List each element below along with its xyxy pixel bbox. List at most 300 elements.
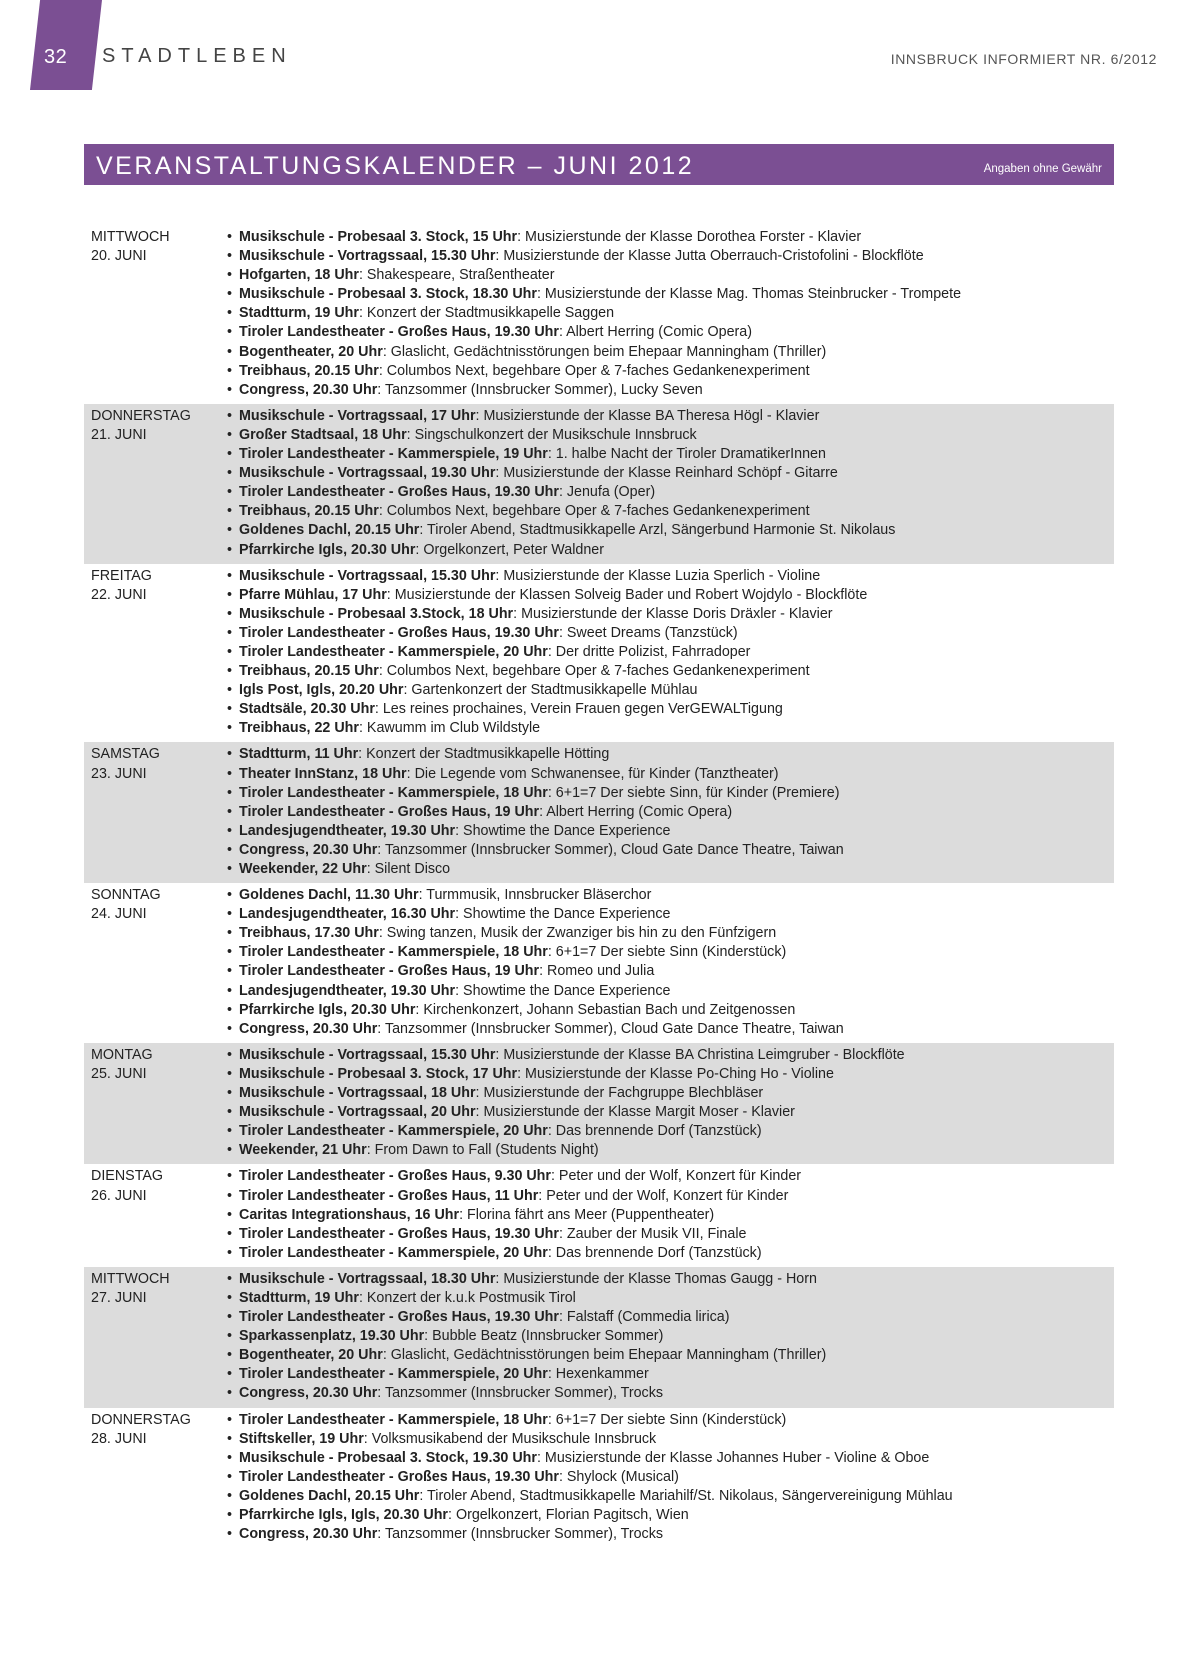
event-description: : Bubble Beatz (Innsbrucker Sommer) xyxy=(424,1328,664,1345)
event-item xyxy=(227,1244,1114,1263)
event-description: : Tanzsommer (Innsbrucker Sommer), Cloud Gate Dance Theatre, Taiwan xyxy=(377,841,844,858)
event-venue-time: Sparkassenplatz, 19.30 Uhr xyxy=(239,1328,425,1345)
bullet-icon: • xyxy=(227,229,233,245)
event-venue-time: Pfarrkirche Igls, 20.30 Uhr xyxy=(239,1001,416,1018)
event-description: : Kawumm im Club Wildstyle xyxy=(358,720,541,737)
bullet-icon: • xyxy=(227,1507,233,1523)
event-item xyxy=(227,886,1114,905)
event-item xyxy=(227,1084,1114,1103)
event-venue-time: Musikschule - Vortragssaal, 15.30 Uhr xyxy=(239,248,496,265)
bullet-icon: • xyxy=(227,484,233,501)
event-item xyxy=(227,483,1114,502)
event-description: : Turmmusik, Innsbrucker Bläserchor xyxy=(418,887,652,904)
event-venue-time: Pfarrkirche Igls, Igls, 20.30 Uhr xyxy=(239,1507,448,1523)
event-description: : Musizierstunde der Klasse Mag. Thomas Steinbrucker - Trompete xyxy=(536,286,962,303)
bullet-icon: • xyxy=(227,267,233,284)
event-venue-time: Tiroler Landestheater - Kammerspiele, 20 Uhr xyxy=(239,643,548,660)
event-description: : Peter und der Wolf, Konzert für Kinder xyxy=(550,1168,802,1185)
bullet-icon: • xyxy=(227,682,233,699)
event-venue-time: Igls Post, Igls, 20.20 Uhr xyxy=(239,682,404,699)
event-venue-time: Congress, 20.30 Uhr xyxy=(239,1020,378,1037)
event-list xyxy=(227,567,1114,739)
event-venue-time: Stadtturm, 11 Uhr xyxy=(239,746,359,763)
bullet-icon: • xyxy=(227,381,233,398)
bullet-icon: • xyxy=(227,446,233,463)
bullet-icon: • xyxy=(227,586,233,603)
bullet-icon: • xyxy=(227,286,233,303)
bullet-icon: • xyxy=(227,963,233,980)
event-venue-time: Weekender, 21 Uhr xyxy=(239,1142,367,1159)
event-venue-time: Musikschule - Vortragssaal, 15.30 Uhr xyxy=(239,567,496,584)
event-venue-time: Musikschule - Vortragssaal, 18.30 Uhr xyxy=(239,1270,496,1287)
event-venue-time: Pfarre Mühlau, 17 Uhr xyxy=(239,586,387,603)
event-venue-time: Musikschule - Probesaal 3. Stock, 19.30 Uhr xyxy=(239,1449,537,1466)
bullet-icon: • xyxy=(227,1225,233,1242)
bullet-icon: • xyxy=(227,1385,233,1402)
event-description: : Musizierstunde der Klassen Solveig Bader und Robert Wojdylo - Blockflöte xyxy=(386,586,868,603)
bullet-icon: • xyxy=(227,567,233,584)
event-venue-time: Tiroler Landestheater - Großes Haus, 19.30 Uhr xyxy=(239,1309,559,1326)
event-item xyxy=(227,841,1114,860)
event-item xyxy=(227,1308,1114,1327)
bullet-icon: • xyxy=(227,343,233,360)
bullet-icon: • xyxy=(227,248,233,265)
event-item xyxy=(227,381,1114,400)
event-venue-time: Hofgarten, 18 Uhr xyxy=(239,267,359,284)
event-description: : Jenufa (Oper) xyxy=(558,484,656,501)
event-venue-time: Tiroler Landestheater - Kammerspiele, 19 Uhr xyxy=(239,446,548,463)
bullet-icon: • xyxy=(227,1328,233,1345)
bullet-icon: • xyxy=(227,1065,233,1082)
bullet-icon: • xyxy=(227,701,233,718)
event-item xyxy=(227,822,1114,841)
event-venue-time: Stadtturm, 19 Uhr xyxy=(239,1289,359,1306)
event-venue-time: Musikschule - Probesaal 3.Stock, 18 Uhr xyxy=(239,605,514,622)
event-venue-time: Landesjugendtheater, 19.30 Uhr xyxy=(239,982,456,999)
day-date: 22. JUNI xyxy=(91,586,147,603)
bullet-icon: • xyxy=(227,765,233,782)
bullet-icon: • xyxy=(227,906,233,923)
event-venue-time: Tiroler Landestheater - Kammerspiele, 18 Uhr xyxy=(239,944,548,961)
event-item xyxy=(227,464,1114,483)
event-item xyxy=(227,1468,1114,1487)
event-item xyxy=(227,662,1114,681)
event-description: : Tanzsommer (Innsbrucker Sommer), Cloud Gate Dance Theatre, Taiwan xyxy=(377,1020,844,1037)
event-description: : Das brennende Dorf (Tanzstück) xyxy=(547,1123,762,1140)
bullet-icon: • xyxy=(227,1104,233,1121)
event-item xyxy=(227,1046,1114,1065)
event-list xyxy=(227,1411,1114,1545)
day-label xyxy=(84,567,227,739)
event-description: : Peter und der Wolf, Konzert für Kinder xyxy=(538,1187,789,1204)
bullet-icon: • xyxy=(227,1001,233,1018)
bullet-icon: • xyxy=(227,1085,233,1102)
event-item xyxy=(227,521,1114,540)
event-description: : Musizierstunde der Klasse Thomas Gaugg - Horn xyxy=(495,1270,817,1287)
event-venue-time: Landesjugendtheater, 19.30 Uhr xyxy=(239,822,456,839)
event-venue-time: Bogentheater, 20 Uhr xyxy=(239,343,383,360)
event-description: : Musizierstunde der Klasse BA Theresa Högl - Klavier xyxy=(475,407,820,424)
day-block xyxy=(84,564,1114,743)
event-item xyxy=(227,567,1114,586)
event-description: : Tiroler Abend, Stadtmusikkapelle Arzl, Sängerbund Harmonie St. Nikolaus xyxy=(419,522,896,539)
bullet-icon: • xyxy=(227,324,233,341)
event-description: : Musizierstunde der Klasse Luzia Sperlich - Violine xyxy=(495,567,821,584)
event-description: : Musizierstunde der Klasse Doris Dräxler - Klavier xyxy=(513,605,833,622)
event-list xyxy=(227,745,1114,879)
day-block xyxy=(84,742,1114,883)
event-item xyxy=(227,1449,1114,1468)
event-list xyxy=(227,886,1114,1039)
event-description: : Zauber der Musik VII, Finale xyxy=(558,1225,747,1242)
event-item xyxy=(227,643,1114,662)
event-venue-time: Musikschule - Vortragssaal, 19.30 Uhr xyxy=(239,465,496,482)
event-item xyxy=(227,982,1114,1001)
event-description: : 6+1=7 Der siebte Sinn (Kinderstück) xyxy=(547,1411,787,1428)
bullet-icon: • xyxy=(227,522,233,539)
day-date: 27. JUNI xyxy=(91,1289,147,1306)
event-venue-time: Stadtturm, 19 Uhr xyxy=(239,305,359,322)
event-item xyxy=(227,247,1114,266)
calendar-title: VERANSTALTUNGSKALENDER – JUNI 2012 xyxy=(96,152,695,180)
day-label xyxy=(84,1046,227,1161)
event-item xyxy=(227,681,1114,700)
event-description: : Das brennende Dorf (Tanzstück) xyxy=(547,1244,762,1261)
day-label xyxy=(84,407,227,560)
day-weekday: MITTWOCH xyxy=(91,1270,170,1287)
bullet-icon: • xyxy=(227,1347,233,1364)
bullet-icon: • xyxy=(227,541,233,558)
event-item xyxy=(227,1346,1114,1365)
event-list xyxy=(227,1270,1114,1404)
bullet-icon: • xyxy=(227,784,233,801)
bullet-icon: • xyxy=(227,1168,233,1185)
event-item xyxy=(227,445,1114,464)
event-description: : 6+1=7 Der siebte Sinn, für Kinder (Premiere) xyxy=(547,784,840,801)
event-item xyxy=(227,943,1114,962)
event-item xyxy=(227,541,1114,560)
event-item xyxy=(227,362,1114,381)
event-description: : Tanzsommer (Innsbrucker Sommer), Trocks xyxy=(377,1526,664,1543)
event-item xyxy=(227,1506,1114,1525)
event-description: : Romeo und Julia xyxy=(539,963,655,980)
event-description: : 1. halbe Nacht der Tiroler DramatikerInnen xyxy=(547,446,826,463)
event-venue-time: Congress, 20.30 Uhr xyxy=(239,1526,378,1543)
event-item xyxy=(227,803,1114,822)
event-venue-time: Musikschule - Vortragssaal, 20 Uhr xyxy=(239,1104,476,1121)
bullet-icon: • xyxy=(227,803,233,820)
event-venue-time: Stadtsäle, 20.30 Uhr xyxy=(239,701,375,718)
day-date: 24. JUNI xyxy=(91,906,147,923)
event-item xyxy=(227,1141,1114,1160)
event-venue-time: Tiroler Landestheater - Kammerspiele, 20 Uhr xyxy=(239,1366,548,1383)
event-venue-time: Treibhaus, 22 Uhr xyxy=(239,720,359,737)
event-item xyxy=(227,765,1114,784)
event-description: : Swing tanzen, Musik der Zwanziger bis hin zu den Fünfzigern xyxy=(378,925,777,942)
event-venue-time: Tiroler Landestheater - Kammerspiele, 20 Uhr xyxy=(239,1123,548,1140)
bullet-icon: • xyxy=(227,861,233,877)
bullet-icon: • xyxy=(227,1020,233,1037)
event-venue-time: Musikschule - Vortragssaal, 18 Uhr xyxy=(239,1085,476,1102)
event-description: : Musizierstunde der Klasse Margit Moser - Klavier xyxy=(475,1104,795,1121)
event-description: : Glaslicht, Gedächtnisstörungen beim Ehepaar Manningham (Thriller) xyxy=(382,343,827,360)
bullet-icon: • xyxy=(227,1487,233,1504)
event-item xyxy=(227,586,1114,605)
event-venue-time: Tiroler Landestheater - Großes Haus, 19.30 Uhr xyxy=(239,484,559,501)
event-description: : Musizierstunde der Fachgruppe Blechbläser xyxy=(475,1085,764,1102)
bullet-icon: • xyxy=(227,503,233,520)
bullet-icon: • xyxy=(227,887,233,904)
bullet-icon: • xyxy=(227,362,233,379)
event-item xyxy=(227,784,1114,803)
event-item xyxy=(227,426,1114,445)
event-description: : 6+1=7 Der siebte Sinn (Kinderstück) xyxy=(547,944,787,961)
event-description: : Showtime the Dance Experience xyxy=(455,906,671,923)
event-description: : Musizierstunde der Klasse Reinhard Schöpf - Gitarre xyxy=(495,465,838,482)
event-list xyxy=(227,228,1114,400)
event-venue-time: Treibhaus, 20.15 Uhr xyxy=(239,663,379,680)
bullet-icon: • xyxy=(227,624,233,641)
event-description: : Der dritte Polizist, Fahrradoper xyxy=(547,643,751,660)
event-venue-time: Landesjugendtheater, 16.30 Uhr xyxy=(239,906,456,923)
event-item xyxy=(227,1384,1114,1403)
event-description: : Silent Disco xyxy=(366,861,451,877)
event-item xyxy=(227,924,1114,943)
day-date: 23. JUNI xyxy=(91,765,147,782)
event-item xyxy=(227,1525,1114,1544)
page-number: 32 xyxy=(44,46,68,68)
bullet-icon: • xyxy=(227,426,233,443)
bullet-icon: • xyxy=(227,822,233,839)
event-description: : Konzert der Stadtmusikkapelle Saggen xyxy=(358,305,615,322)
event-item xyxy=(227,1289,1114,1308)
day-label xyxy=(84,1167,227,1262)
day-block xyxy=(84,404,1114,564)
day-weekday: FREITAG xyxy=(91,567,152,584)
bullet-icon: • xyxy=(227,1468,233,1485)
event-item xyxy=(227,962,1114,981)
event-item xyxy=(227,266,1114,285)
event-venue-time: Weekender, 22 Uhr xyxy=(239,861,367,877)
day-block xyxy=(84,1408,1114,1549)
event-venue-time: Musikschule - Probesaal 3. Stock, 17 Uhr xyxy=(239,1065,518,1082)
event-venue-time: Tiroler Landestheater - Kammerspiele, 18 Uhr xyxy=(239,1411,548,1428)
event-description: : Shylock (Musical) xyxy=(558,1468,679,1485)
event-description: : Singschulkonzert der Musikschule Innsbruck xyxy=(406,426,697,443)
event-item xyxy=(227,1270,1114,1289)
bullet-icon: • xyxy=(227,1430,233,1447)
day-block xyxy=(84,1267,1114,1408)
event-description: : Die Legende vom Schwanensee, für Kinder (Tanztheater) xyxy=(406,765,779,782)
event-venue-time: Goldenes Dachl, 20.15 Uhr xyxy=(239,522,420,539)
day-date: 20. JUNI xyxy=(91,248,147,265)
day-label xyxy=(84,228,227,400)
event-description: : From Dawn to Fall (Students Night) xyxy=(366,1142,599,1159)
bullet-icon: • xyxy=(227,1187,233,1204)
event-description: : Albert Herring (Comic Opera) xyxy=(558,324,753,341)
event-venue-time: Tiroler Landestheater - Großes Haus, 19 Uhr xyxy=(239,803,540,820)
bullet-icon: • xyxy=(227,1309,233,1326)
bullet-icon: • xyxy=(227,944,233,961)
day-date: 28. JUNI xyxy=(91,1430,147,1447)
event-venue-time: Tiroler Landestheater - Großes Haus, 9.30 Uhr xyxy=(239,1168,551,1185)
event-venue-time: Tiroler Landestheater - Kammerspiele, 18 Uhr xyxy=(239,784,548,801)
event-venue-time: Pfarrkirche Igls, 20.30 Uhr xyxy=(239,541,416,558)
event-venue-time: Congress, 20.30 Uhr xyxy=(239,841,378,858)
event-description: : Musizierstunde der Klasse BA Christina Leimgruber - Blockflöte xyxy=(495,1046,905,1063)
event-venue-time: Musikschule - Vortragssaal, 17 Uhr xyxy=(239,407,476,424)
event-description: : Orgelkonzert, Peter Waldner xyxy=(415,541,605,558)
bullet-icon: • xyxy=(227,407,233,424)
event-venue-time: Tiroler Landestheater - Kammerspiele, 20 Uhr xyxy=(239,1244,548,1261)
event-item xyxy=(227,1327,1114,1346)
event-item xyxy=(227,1122,1114,1141)
day-label xyxy=(84,745,227,879)
event-item xyxy=(227,1187,1114,1206)
event-item xyxy=(227,1167,1114,1186)
day-weekday: DONNERSTAG xyxy=(91,1411,191,1428)
event-item xyxy=(227,624,1114,643)
event-item xyxy=(227,905,1114,924)
day-weekday: DIENSTAG xyxy=(91,1168,164,1185)
event-description: : Kirchenkonzert, Johann Sebastian Bach und Zeitgenossen xyxy=(415,1001,796,1018)
event-description: : Falstaff (Commedia lirica) xyxy=(558,1309,730,1326)
event-item xyxy=(227,323,1114,342)
bullet-icon: • xyxy=(227,465,233,482)
event-description: : Shakespeare, Straßentheater xyxy=(358,267,555,284)
event-description: : Columbos Next, begehbare Oper & 7-faches Gedankenexperiment xyxy=(378,503,810,520)
event-item xyxy=(227,1225,1114,1244)
day-block xyxy=(84,1043,1114,1165)
event-item xyxy=(227,343,1114,362)
event-description: : Glaslicht, Gedächtnisstörungen beim Ehepaar Manningham (Thriller) xyxy=(382,1347,827,1364)
event-description: : Showtime the Dance Experience xyxy=(455,822,671,839)
bullet-icon: • xyxy=(227,982,233,999)
event-list xyxy=(227,407,1114,560)
bullet-icon: • xyxy=(227,1046,233,1063)
event-venue-time: Tiroler Landestheater - Großes Haus, 19.30 Uhr xyxy=(239,1468,559,1485)
event-description: : Showtime the Dance Experience xyxy=(455,982,671,999)
event-description: : Les reines prochaines, Verein Frauen gegen VerGEWALTigung xyxy=(374,701,783,718)
day-weekday: SAMSTAG xyxy=(91,746,160,763)
event-venue-time: Congress, 20.30 Uhr xyxy=(239,381,378,398)
event-description: : Konzert der Stadtmusikkapelle Hötting xyxy=(358,746,610,763)
day-weekday: SONNTAG xyxy=(91,887,161,904)
calendar-title-bar xyxy=(84,144,1114,185)
bullet-icon: • xyxy=(227,841,233,858)
event-item xyxy=(227,1365,1114,1384)
event-venue-time: Großer Stadtsaal, 18 Uhr xyxy=(239,426,407,443)
bullet-icon: • xyxy=(227,1270,233,1287)
event-description: : Musizierstunde der Klasse Jutta Oberrauch-Cristofolini - Blockflöte xyxy=(495,248,924,265)
day-block xyxy=(84,883,1114,1043)
event-item xyxy=(227,1020,1114,1039)
event-venue-time: Tiroler Landestheater - Großes Haus, 19 Uhr xyxy=(239,963,540,980)
event-list xyxy=(227,1046,1114,1161)
event-venue-time: Goldenes Dachl, 20.15 Uhr xyxy=(239,1487,420,1504)
event-venue-time: Tiroler Landestheater - Großes Haus, 19.30 Uhr xyxy=(239,324,559,341)
event-venue-time: Musikschule - Probesaal 3. Stock, 18.30 Uhr xyxy=(239,286,537,303)
event-list xyxy=(227,1167,1114,1262)
issue-label: INNSBRUCK INFORMIERT NR. 6/2012 xyxy=(890,51,1157,67)
event-item xyxy=(227,1103,1114,1122)
day-weekday: MITTWOCH xyxy=(91,229,170,245)
bullet-icon: • xyxy=(227,1142,233,1159)
event-venue-time: Treibhaus, 17.30 Uhr xyxy=(239,925,379,942)
bullet-icon: • xyxy=(227,1123,233,1140)
event-item xyxy=(227,228,1114,247)
event-description: : Musizierstunde der Klasse Po-Ching Ho - Violine xyxy=(517,1065,834,1082)
day-weekday: MONTAG xyxy=(91,1046,153,1063)
bullet-icon: • xyxy=(227,746,233,763)
event-venue-time: Theater InnStanz, 18 Uhr xyxy=(239,765,407,782)
event-venue-time: Tiroler Landestheater - Großes Haus, 19.30 Uhr xyxy=(239,1225,559,1242)
event-venue-time: Treibhaus, 20.15 Uhr xyxy=(239,362,379,379)
event-description: : Gartenkonzert der Stadtmusikkapelle Mühlau xyxy=(403,682,698,699)
event-item xyxy=(227,1001,1114,1020)
event-description: : Volksmusikabend der Musikschule Innsbruck xyxy=(363,1430,657,1447)
bullet-icon: • xyxy=(227,925,233,942)
event-venue-time: Goldenes Dachl, 11.30 Uhr xyxy=(239,887,419,904)
event-item xyxy=(227,605,1114,624)
event-description: : Sweet Dreams (Tanzstück) xyxy=(558,624,738,641)
event-item xyxy=(227,1411,1114,1430)
bullet-icon: • xyxy=(227,605,233,622)
event-description: : Albert Herring (Comic Opera) xyxy=(539,803,733,820)
bullet-icon: • xyxy=(227,1449,233,1466)
event-description: : Columbos Next, begehbare Oper & 7-faches Gedankenexperiment xyxy=(378,663,810,680)
bullet-icon: • xyxy=(227,1206,233,1223)
event-item xyxy=(227,1206,1114,1225)
bullet-icon: • xyxy=(227,643,233,660)
event-venue-time: Caritas Integrationshaus, 16 Uhr xyxy=(239,1206,460,1223)
event-item xyxy=(227,1430,1114,1449)
event-item xyxy=(227,1487,1114,1506)
event-item xyxy=(227,407,1114,426)
event-description: : Musizierstunde der Klasse Johannes Huber - Violine & Oboe xyxy=(536,1449,930,1466)
day-label xyxy=(84,886,227,1039)
day-block xyxy=(84,225,1114,404)
bullet-icon: • xyxy=(227,663,233,680)
section-name: STADTLEBEN xyxy=(102,45,292,67)
event-item xyxy=(227,1065,1114,1084)
page-corner-tab xyxy=(30,0,102,90)
event-item xyxy=(227,860,1114,879)
day-date: 25. JUNI xyxy=(91,1065,147,1082)
event-venue-time: Congress, 20.30 Uhr xyxy=(239,1385,378,1402)
bullet-icon: • xyxy=(227,720,233,737)
event-description: : Florina fährt ans Meer (Puppentheater) xyxy=(459,1206,715,1223)
event-venue-time: Musikschule - Probesaal 3. Stock, 15 Uhr xyxy=(239,229,518,245)
bullet-icon: • xyxy=(227,1526,233,1543)
bullet-icon: • xyxy=(227,1289,233,1306)
event-item xyxy=(227,719,1114,738)
event-item xyxy=(227,285,1114,304)
day-date: 21. JUNI xyxy=(91,426,147,443)
event-description: : Columbos Next, begehbare Oper & 7-faches Gedankenexperiment xyxy=(378,362,810,379)
event-item xyxy=(227,745,1114,764)
event-description: : Musizierstunde der Klasse Dorothea Forster - Klavier xyxy=(517,229,862,245)
bullet-icon: • xyxy=(227,1411,233,1428)
event-venue-time: Treibhaus, 20.15 Uhr xyxy=(239,503,379,520)
day-label xyxy=(84,1270,227,1404)
event-venue-time: Tiroler Landestheater - Großes Haus, 11 Uhr xyxy=(239,1187,539,1204)
event-calendar xyxy=(84,225,1114,1548)
event-item xyxy=(227,502,1114,521)
event-description: : Konzert der k.u.k Postmusik Tirol xyxy=(358,1289,576,1306)
day-label xyxy=(84,1411,227,1545)
event-item xyxy=(227,304,1114,323)
